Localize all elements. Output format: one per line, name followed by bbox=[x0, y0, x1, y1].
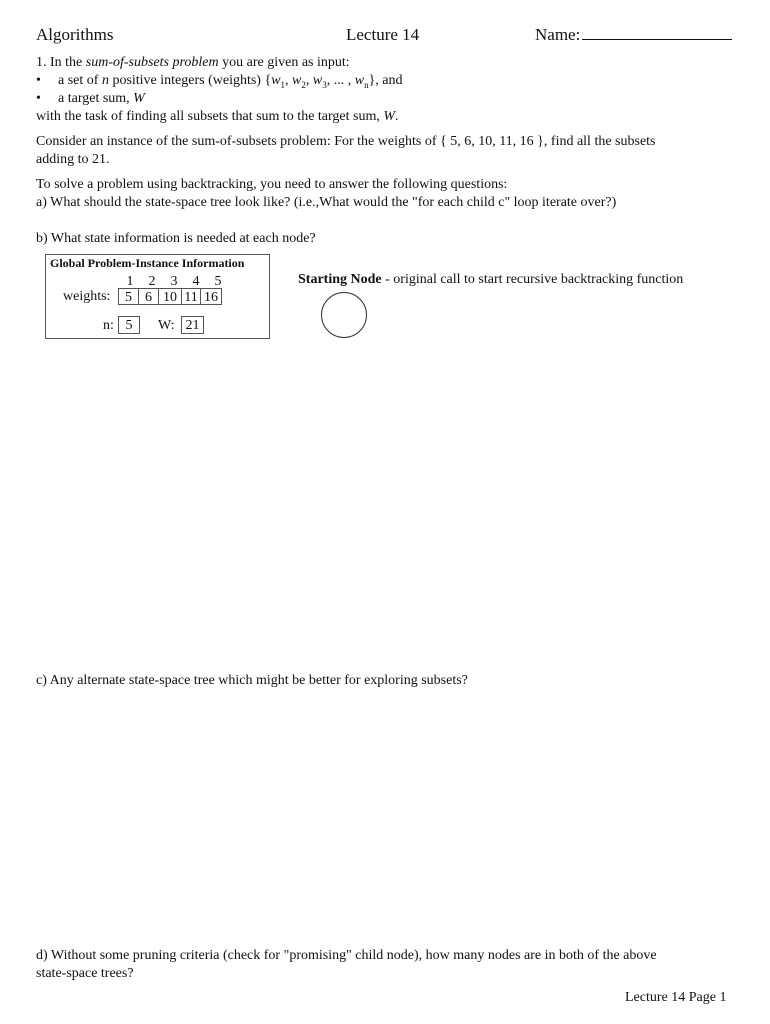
instance-line-2: adding to 21. bbox=[36, 152, 110, 167]
question-b: b) What state information is needed at each node? bbox=[36, 231, 316, 246]
weights-label: weights: bbox=[63, 289, 111, 304]
page-footer: Lecture 14 Page 1 bbox=[625, 990, 727, 1005]
task-suffix: . bbox=[395, 109, 399, 124]
bullet1-sub1: 1 bbox=[280, 79, 286, 90]
index-label: 1 bbox=[126, 274, 134, 289]
question-a: a) What should the state-space tree look like? (i.e.,What would the "for each child c" loop iterate over?) bbox=[36, 195, 617, 210]
name-label: Name: bbox=[535, 25, 581, 44]
starting-node-bold: Starting Node bbox=[298, 272, 382, 287]
intro-lead-prefix: 1. In the bbox=[36, 55, 86, 70]
bullet1-w2: w bbox=[292, 73, 302, 88]
weight-cell: 5 bbox=[118, 288, 139, 305]
W-label: W: bbox=[158, 318, 175, 333]
task-prefix: with the task of finding all subsets that sum to the target sum, bbox=[36, 109, 384, 124]
intro-line bbox=[36, 54, 350, 71]
n-value-cell: 5 bbox=[118, 316, 140, 334]
bullet1-dots: ... , bbox=[333, 73, 352, 88]
bullet1-prefix: a set of bbox=[58, 73, 102, 88]
bullet-target bbox=[36, 90, 145, 107]
course-title: Algorithms bbox=[36, 25, 114, 44]
starting-node-rest: - original call to start recursive backtracking function bbox=[381, 272, 684, 287]
name-field bbox=[535, 25, 732, 45]
n-label: n: bbox=[103, 318, 114, 333]
starting-node-circle bbox=[321, 292, 367, 338]
question-d-line-1: d) Without some pruning criteria (check for "promising" child node), how many nodes are in both of the above bbox=[36, 948, 657, 963]
bullet-weights: • a set of n positive integers (weights) {$w_1$, $w_2$, $w_3$, ... , $w_n$}, and bbox=[36, 73, 403, 90]
bullet1-suffix: }, and bbox=[368, 73, 403, 88]
weight-cell: 16 bbox=[200, 288, 222, 305]
lecture-title: Lecture 14 bbox=[346, 25, 420, 44]
bullet-icon: • bbox=[36, 73, 41, 88]
name-blank-line bbox=[582, 25, 732, 40]
global-info-box bbox=[45, 254, 270, 339]
bullet1-sub2: 2 bbox=[301, 79, 306, 90]
starting-node-caption bbox=[298, 271, 683, 288]
bullet1-w1: w bbox=[271, 73, 281, 88]
backtracking-intro: To solve a problem using backtracking, you need to answer the following questions: bbox=[36, 177, 508, 192]
bullet2-prefix: a target sum, bbox=[58, 91, 134, 106]
intro-lead-italic: sum-of-subsets problem bbox=[85, 55, 219, 70]
question-c: c) Any alternate state-space tree which might be better for exploring subsets? bbox=[36, 673, 468, 688]
bullet1-w3: w bbox=[312, 73, 323, 88]
bullet-icon: • bbox=[36, 91, 41, 106]
W-value-cell: 21 bbox=[181, 316, 204, 334]
weight-cell: 10 bbox=[158, 288, 182, 305]
bullet2-W: W bbox=[133, 91, 145, 106]
global-info-title: Global Problem-Instance Information bbox=[50, 256, 245, 270]
weight-cell: 6 bbox=[138, 288, 159, 305]
task-W: W bbox=[383, 109, 396, 124]
question-d-line-2: state-space trees? bbox=[36, 966, 134, 981]
bullet1-subn: n bbox=[364, 79, 369, 90]
instance-line-1: Consider an instance of the sum-of-subsets problem: For the weights of { 5, 6, 10, 11, 16 }, find all the subsets bbox=[36, 134, 656, 149]
bullet1-sub3: 3 bbox=[322, 79, 327, 90]
intro-lead-suffix: you are given as input: bbox=[218, 55, 350, 70]
bullet1-mid: positive integers (weights) { bbox=[108, 73, 272, 88]
index-label: 5 bbox=[214, 274, 222, 289]
weights-array bbox=[118, 288, 221, 305]
bullet1-n: n bbox=[101, 73, 109, 88]
weight-cell: 11 bbox=[181, 288, 201, 305]
index-label: 4 bbox=[192, 274, 200, 289]
index-label: 3 bbox=[170, 274, 178, 289]
index-label: 2 bbox=[148, 274, 156, 289]
task-line bbox=[36, 108, 399, 125]
bullet1-wn: w bbox=[354, 73, 365, 88]
